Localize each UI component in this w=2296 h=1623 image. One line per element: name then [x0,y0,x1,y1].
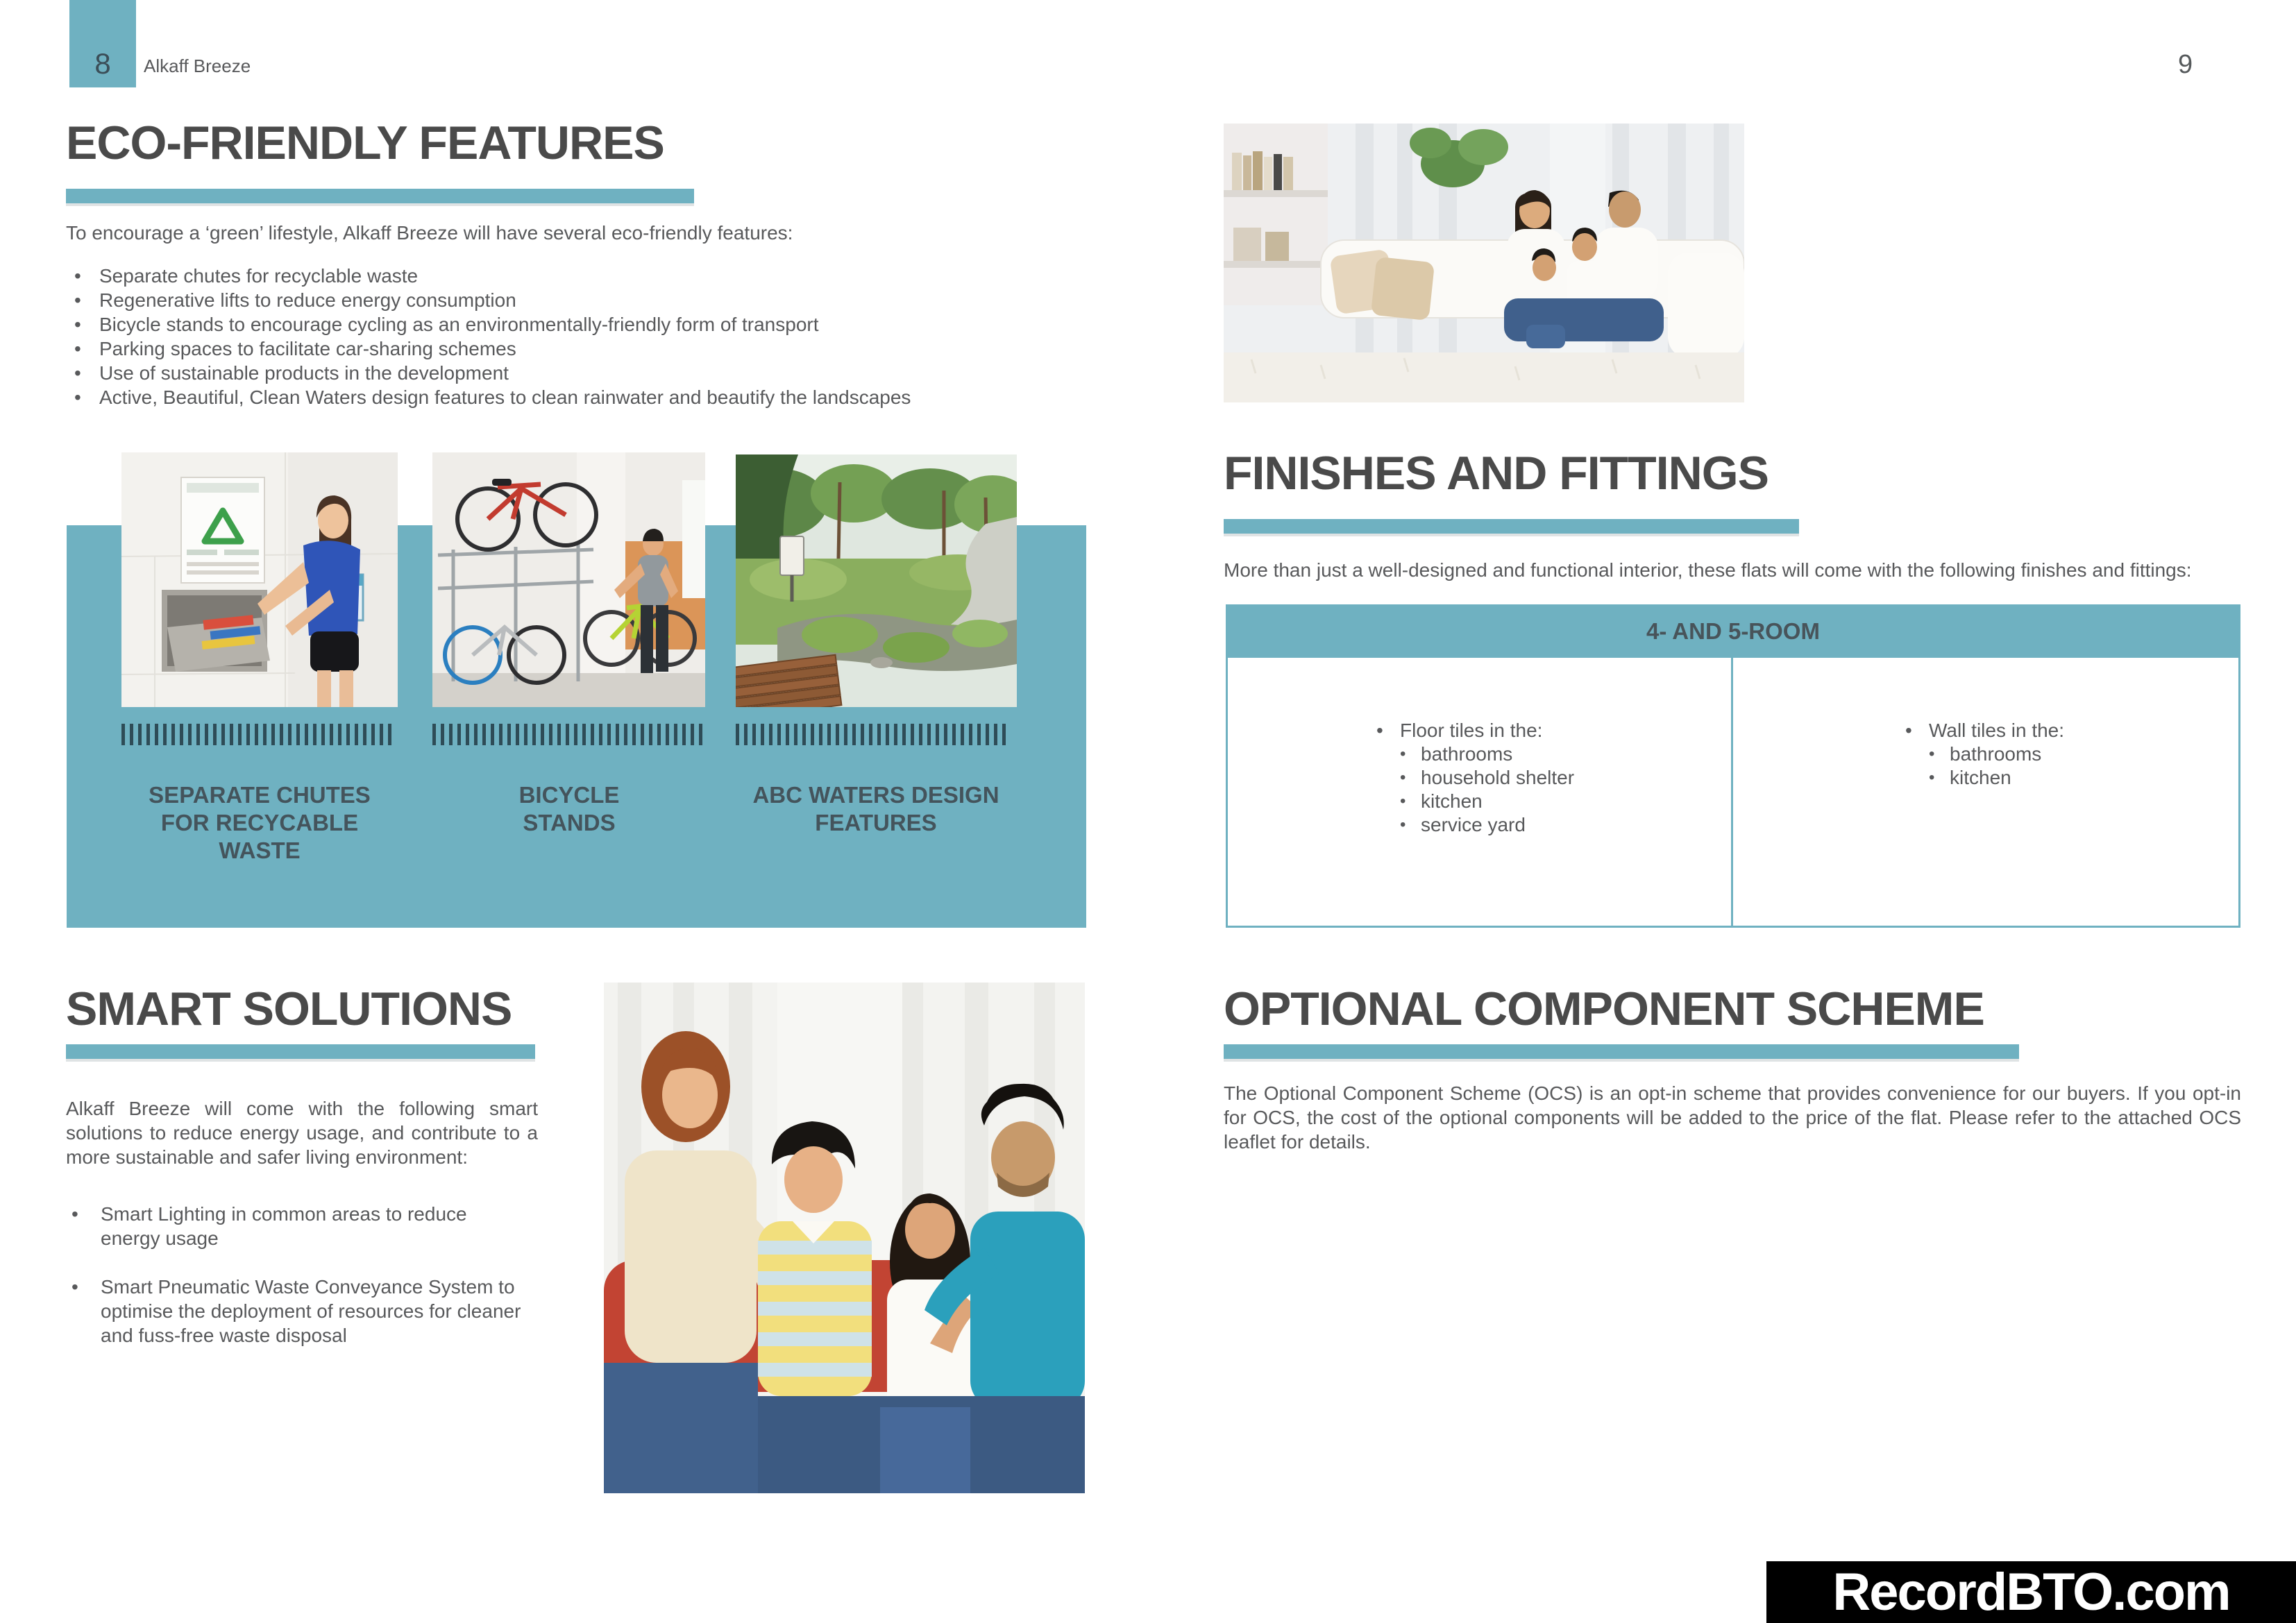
teal-underline [66,1044,535,1059]
list-item: • Parking spaces to facilitate car-sharing schemes [66,337,1149,361]
teal-underline [1224,519,1799,534]
photo-family-smart-solutions [604,983,1085,1493]
photo-recycling-chute [121,452,398,707]
tick-divider [432,724,704,745]
list-item: • household shelter [1400,766,1731,790]
list-item: • Smart Pneumatic Waste Conveyance System to optimise the deployment of resources for cleaner and fuss-free waste disposal [66,1275,524,1348]
page-number-right: 9 [2178,50,2193,79]
tick-divider [736,724,1008,745]
finishes-table [1226,604,2240,928]
list-item: • Separate chutes for recyclable waste [66,264,1149,288]
list-item: • kitchen [1400,790,1731,813]
eco-intro-text: To encourage a ‘green’ lifestyle, Alkaff Breeze will have several eco-friendly features: [66,222,793,244]
photo-caption: ABC WATERS DESIGN FEATURES [752,782,999,835]
finishes-table-cell-floor-tiles [1228,658,1733,926]
eco-section-title: ECO-FRIENDLY FEATURES [66,117,664,169]
list-item: • Bicycle stands to encourage cycling as an environmentally-friendly form of transport [66,312,1149,337]
list-item: • Active, Beautiful, Clean Waters design features to clean rainwater and beautify the landscapes [66,385,1149,409]
list-item: • Smart Lighting in common areas to reduce energy usage [66,1202,524,1250]
watermark-text: RecordBTO.com [1832,1562,2230,1622]
finishes-intro-text: More than just a well-designed and functional interior, these flats will come with the following finishes and fittings: [1224,559,2192,581]
photo-abc-waters [736,454,1017,707]
photo-family-living-room [1224,124,1744,402]
list-item: • Regenerative lifts to reduce energy consumption [66,288,1149,312]
tick-divider [121,724,392,745]
smart-intro-text: Alkaff Breeze will come with the following smart solutions to reduce energy usage, and contribute to a more sustainable and safer living environment: [66,1098,538,1168]
list-item: • bathrooms [1929,742,2238,766]
teal-underline [1224,1044,2019,1059]
smart-section-title: SMART SOLUTIONS [66,983,512,1035]
ocs-body-text: The Optional Component Scheme (OCS) is an opt-in scheme that provides convenience for our buyers. If you opt-in for OCS, the cost of the optional components will be added to the price of the flat. Please refer to the attached OCS leaflet for details. [1224,1082,2241,1153]
ocs-section-title: OPTIONAL COMPONENT SCHEME [1224,983,1984,1035]
list-item: • kitchen [1929,766,2238,790]
smart-feature-list [66,1202,524,1372]
finishes-table-header: 4- AND 5-ROOM [1226,604,2240,658]
finishes-section-title: FINISHES AND FITTINGS [1224,447,1769,500]
photo-bicycle-stands [432,452,705,707]
table-lead-item: • Wall tiles in the: [1905,719,2238,742]
watermark-badge [1766,1561,2296,1623]
list-item: • Use of sustainable products in the development [66,361,1149,385]
list-item: • service yard [1400,813,1731,837]
photo-caption: SEPARATE CHUTES FOR RECYCABLE WASTE [149,782,371,863]
list-item: • bathrooms [1400,742,1731,766]
eco-feature-list [66,264,1149,409]
wall-tiles-sublist [1905,742,2238,790]
page-number-left: 8 [94,47,111,80]
floor-tiles-sublist [1376,742,1731,837]
table-lead-item: • Floor tiles in the: [1376,719,1731,742]
finishes-table-body [1226,658,2240,928]
brand-name: Alkaff Breeze [144,56,251,76]
teal-underline [66,189,694,203]
finishes-table-cell-wall-tiles [1733,658,2238,926]
page-number-left-box [69,0,136,87]
photo-caption: BICYCLE STANDS [518,782,620,835]
